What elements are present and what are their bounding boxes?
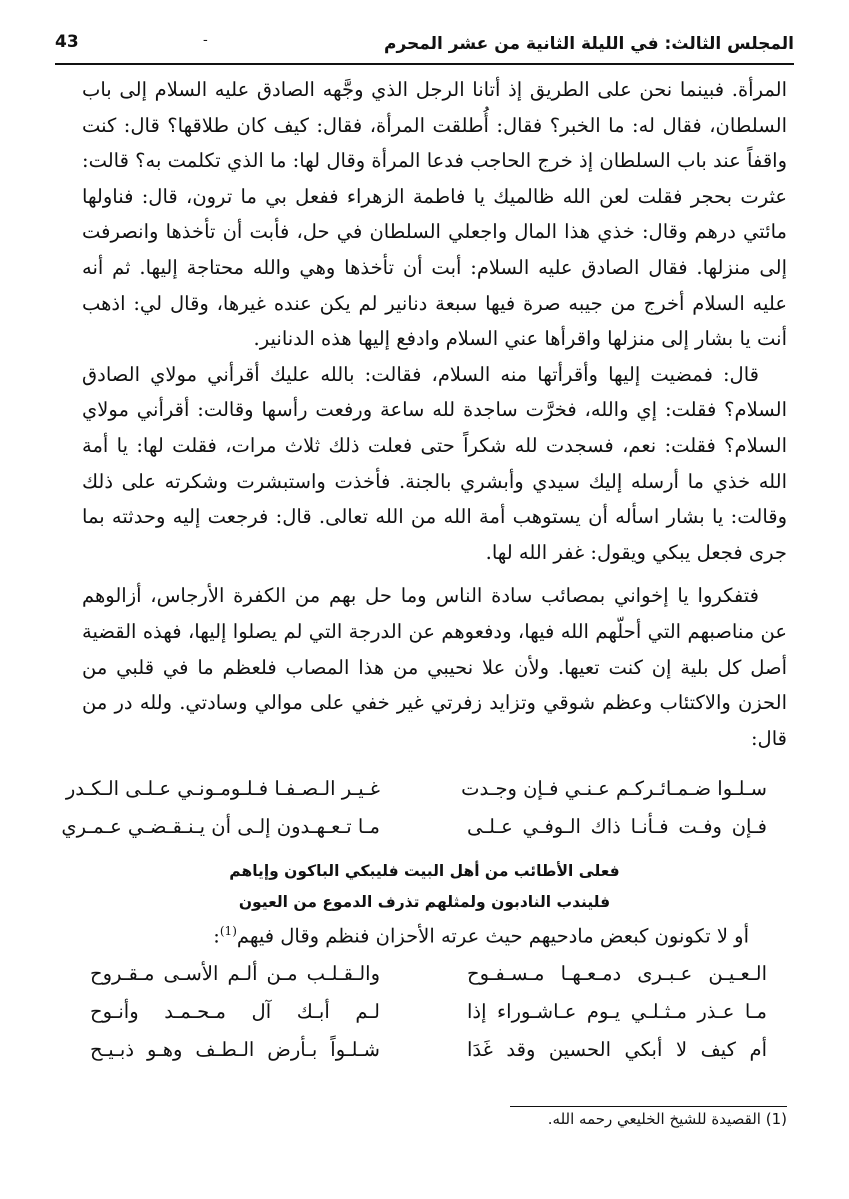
bold-line-1: فعلى الأطائب من أهل البيت فليبكي الباكون وإياهم xyxy=(229,862,620,880)
verse xyxy=(65,777,767,815)
second-hemistich: والـقـلـب مـن ألـم الأسـى مـقـروح xyxy=(90,962,380,985)
text-line: السلام؟ فقلت: نعم، فسجدت لله شكراً حتى فعلت ذلك ثلاث مرات، فقلت لها: يا أمة xyxy=(82,433,787,457)
second-hemistich: شـلـواً بـأرض الـطـف وهـو ذبـيـح xyxy=(90,1038,380,1061)
text-line: السلام؟ فقلت: إي والله، فخرَّت ساجدة لله ساعة ورفعت رأسها وقالت: أقرأني مولاي xyxy=(82,398,787,422)
text-line: إليها. ثم أنه عليه السلام أخرج من جيبه صرة فيها سبعة دنانير لم يكن عنده غيرها، وقال xyxy=(82,255,787,315)
intro-text: أو لا تكونون كبعض مادحيهم حيث عرته الأحزان فنظم وقال فيهم xyxy=(236,924,749,948)
first-hemistich: مـا عـذر مـثـلـي يـوم عـاشـوراء إذا xyxy=(467,1000,767,1023)
paragraph-3 xyxy=(82,578,787,756)
header-dash: - xyxy=(203,32,208,48)
text-line: فناولها مائتي درهم وقال: خذي هذا المال واجعلي السلطان في حل، فأبت أن تأخذها xyxy=(82,184,787,244)
verse xyxy=(90,962,767,1000)
page-number: 43 xyxy=(55,32,79,52)
text-line: فتفكروا يا إخواني بمصائب سادة الناس وما حل بهم من الكفرة الأرجاس، أزالوهم xyxy=(82,584,759,608)
first-hemistich: الـعـيـن عـبـرى دمـعـهـا مـسـفـوح xyxy=(467,962,767,985)
text-line: لي: اذهب أنت يا بشار إلى منزلها واقرأها عني السلام وادفع إليها هذه الدنانير. xyxy=(82,291,787,351)
text-line: وانصرفت إلى منزلها. فقال الصادق عليه السلام: أبت أن تأخذها وهي والله محتاجة xyxy=(82,220,787,279)
text-line: وقالت: يا بشار اسأله أن يستوهب أمة الله من الله تعالى. قال: فرجعت إليه وحدثته بما xyxy=(82,505,787,529)
text-line: واقفاً عند باب السلطان إذ خرج الحاجب فدعا المرأة وقال لها: ما الذي تكلمت به؟ xyxy=(135,149,788,173)
footnote-ref: (1) xyxy=(219,924,237,938)
header-rule xyxy=(55,63,794,65)
second-hemistich: لـم أبـك آل مـحـمـد وأنـوح xyxy=(90,1000,380,1023)
poem-1 xyxy=(61,777,767,853)
text-line: الله خذي ما أرسله إليك سيدي وأبشري بالجنة. فأخذت واستبشرت وشكرته على ذلك xyxy=(82,469,787,493)
verse xyxy=(90,1038,767,1076)
footnote xyxy=(548,1110,787,1128)
first-hemistich: أم كيف لا أبكي الحسين وقد غَدَا xyxy=(467,1038,767,1061)
second-hemistich: مـا تـعـهـدون إلـى أن يـنـقـضـي عـمـري xyxy=(61,815,380,838)
main-text xyxy=(82,72,787,756)
verse xyxy=(61,815,767,853)
text-line: المرأة. فبينما نحن على الطريق إذ أتانا الرجل الذي وجَّهه الصادق عليه السلام إلى باب xyxy=(82,78,787,101)
text-line: السلطان، فقال له: ما الخبر؟ فقال: أُطلقت المرأة، فقال: كيف كان طلاقها؟ قال: كنت xyxy=(82,113,787,137)
text-line: أصل كل بلية إن كنت تعيها. ولأن علا نحيبي من هذا المصاب فلعظم ما في قلبي من xyxy=(82,655,787,679)
intro-colon: : xyxy=(213,924,220,948)
first-hemistich: فـإن وفـت فـأنـا ذاك الـوفـي عـلـى xyxy=(467,815,767,838)
footnote-text: القصيدة للشيخ الخليعي رحمه الله. xyxy=(547,1110,761,1128)
text-line: قال: فمضيت إليها وأقرأتها منه السلام، فقالت: بالله عليك أقرأني مولاي الصادق xyxy=(82,362,759,386)
bold-line-2: فليندب النادبون ولمثلهم تذرف الدموع من العيون xyxy=(238,893,611,911)
paragraph-2 xyxy=(82,357,787,571)
running-title: المجلس الثالث: في الليلة الثانية من عشر المحرم xyxy=(383,34,794,54)
footnote-rule xyxy=(510,1106,787,1107)
verse xyxy=(90,1000,767,1038)
text-line: قال: xyxy=(750,726,787,750)
second-hemistich: غـيـر الـصـفـا فـلـومـونـي عـلـى الـكـدر xyxy=(65,777,380,800)
paragraph-gap xyxy=(82,570,787,578)
text-line: الحزن والاكتئاب وعظم شوقي وتزايد زفرتي غير خفي على موالي وسادتي. ولله در من xyxy=(82,691,787,715)
poem-2 xyxy=(90,962,767,1076)
text-line: قالت: عثرت بحجر فقلت لعن الله ظالميك يا فاطمة الزهراء ففعل بي ما ترون، قال: xyxy=(82,149,787,208)
paragraph-1 xyxy=(82,72,787,357)
first-hemistich: سـلـوا ضـمـائـركـم عـنـي فـإن وجـدت xyxy=(461,777,767,800)
text-line: عن مناصبهم التي أحلّهم الله فيها، ودفعوهم عن الدرجة التي لم يصلوا إليها، فهذه القضية xyxy=(82,619,787,643)
page-header xyxy=(55,30,794,64)
intro-line xyxy=(82,924,749,948)
text-line: جرى فجعل يبكي ويقول: غفر الله لها. xyxy=(485,540,787,564)
footnote-marker: (1) xyxy=(765,1110,787,1128)
